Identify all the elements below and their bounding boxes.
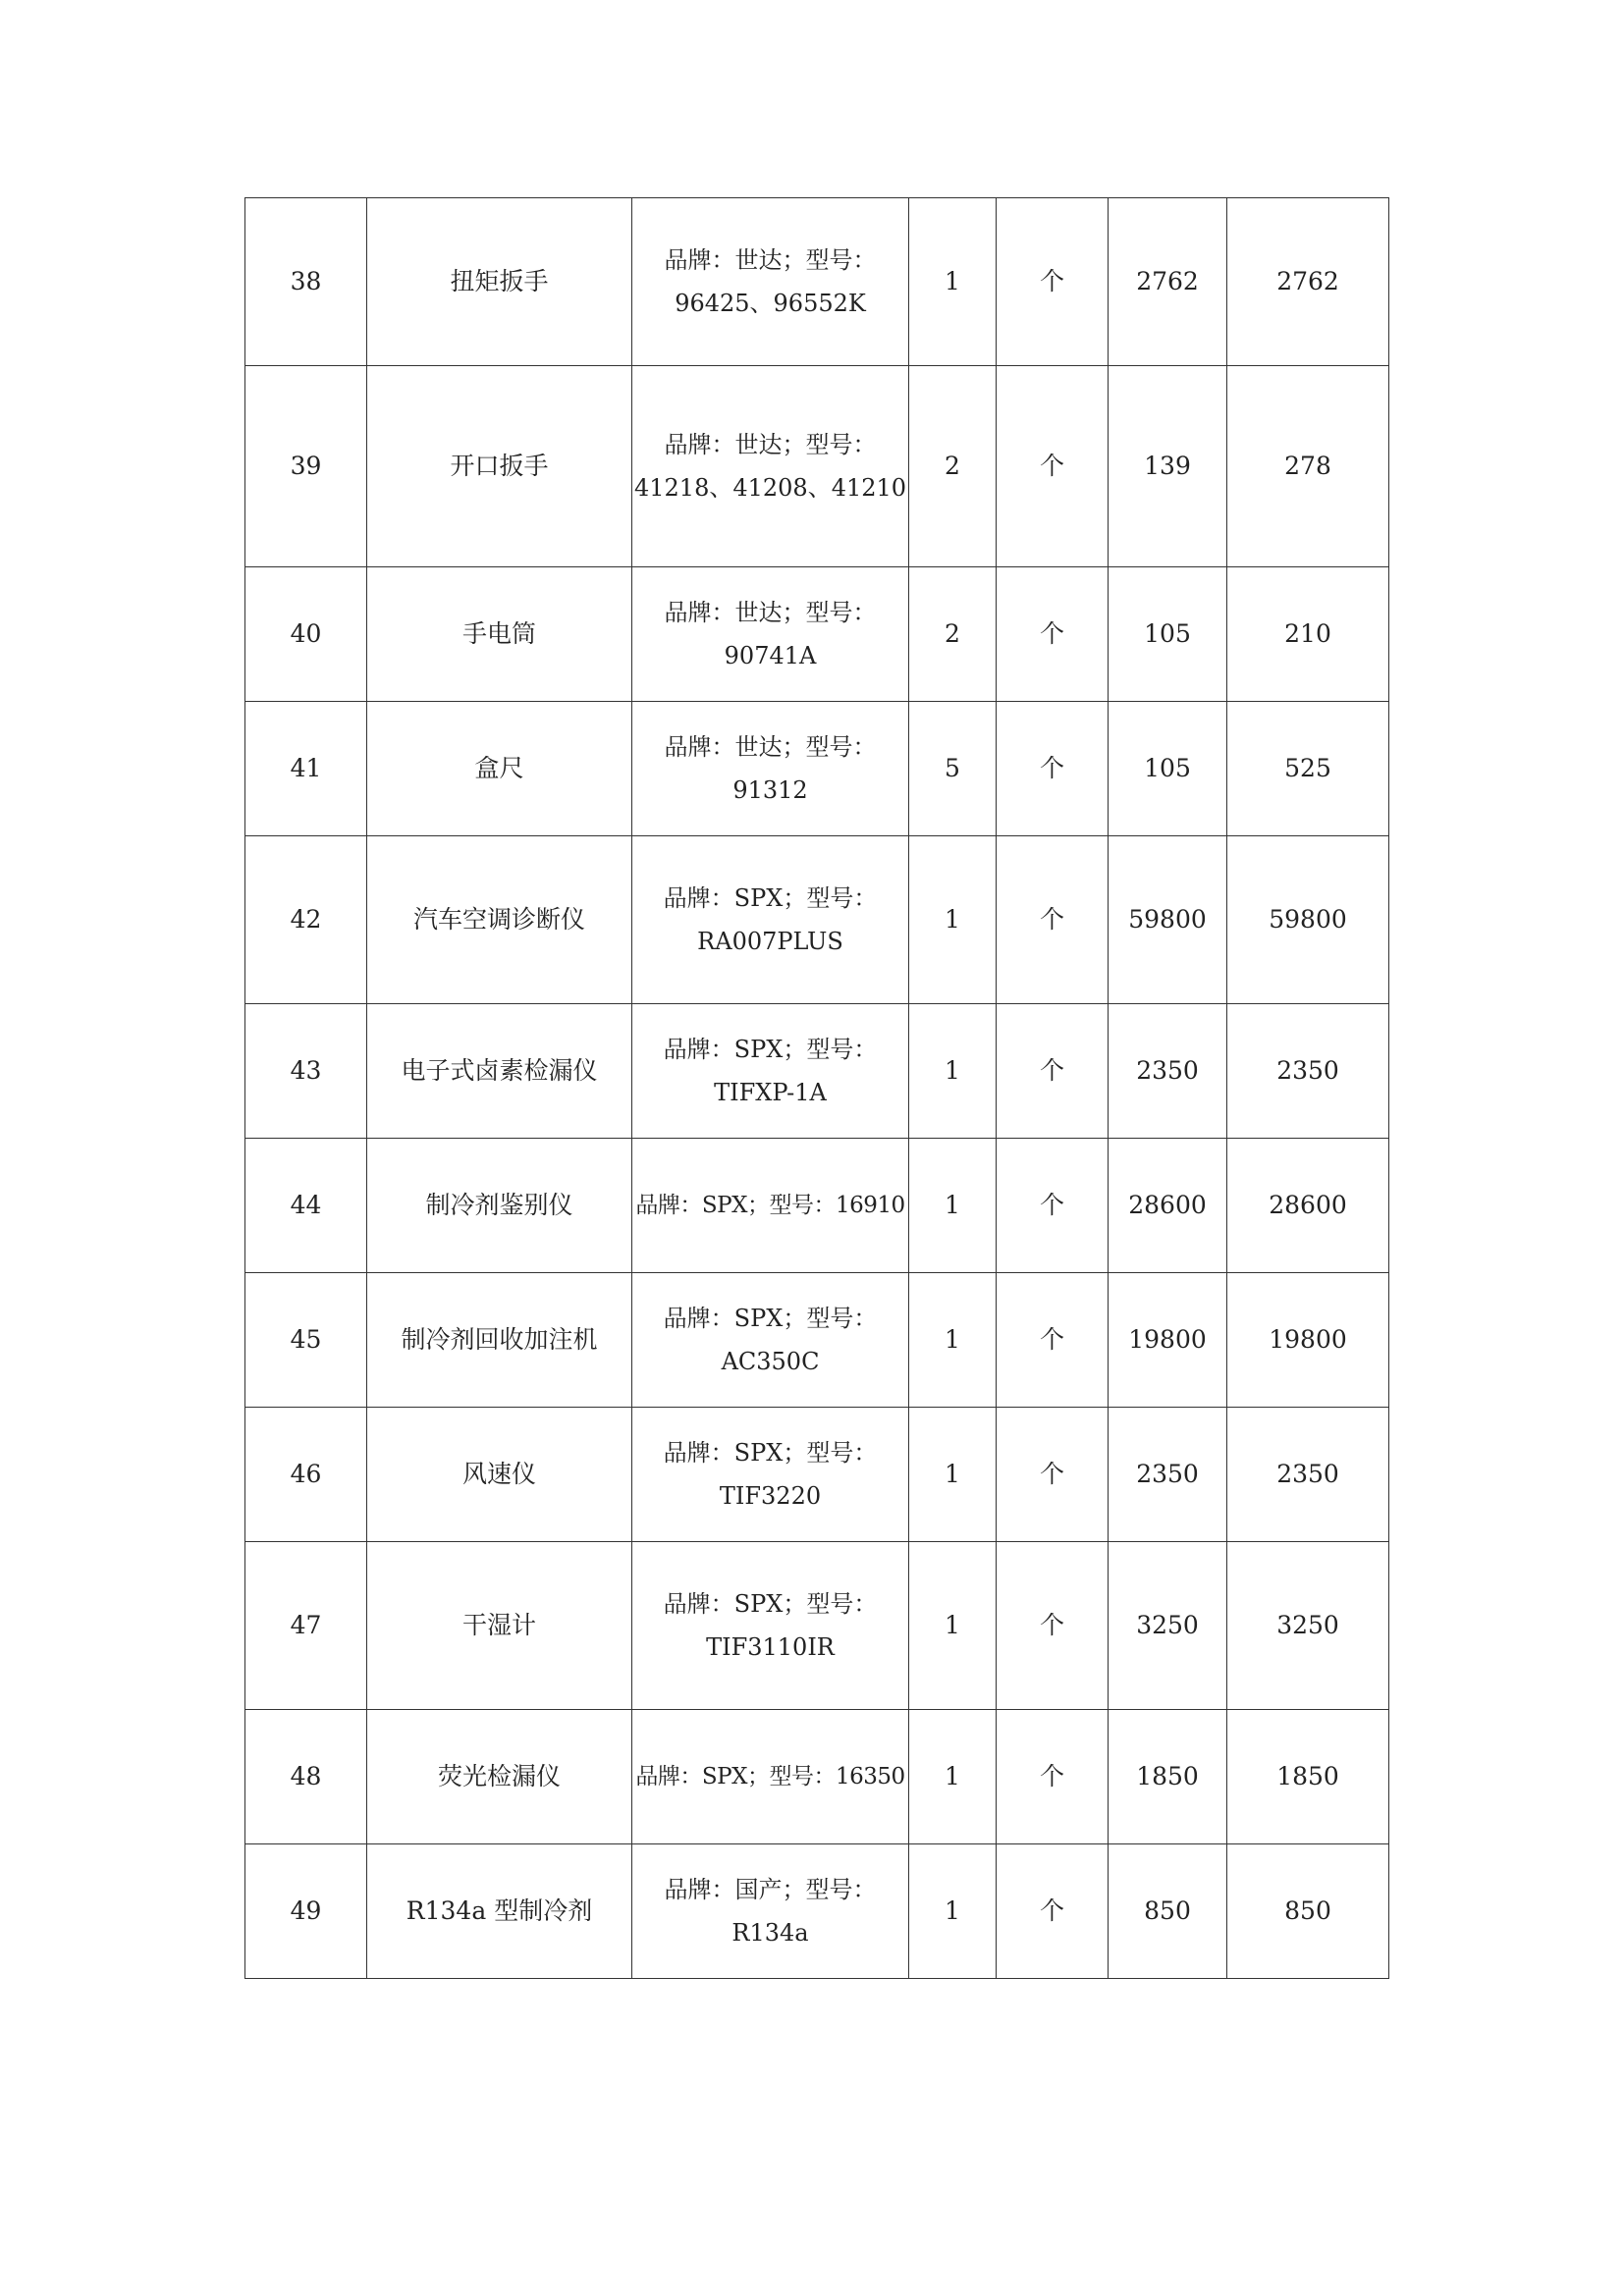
item-unit: 个 bbox=[997, 1710, 1109, 1844]
item-total: 19800 bbox=[1227, 1273, 1389, 1408]
item-spec bbox=[632, 702, 909, 836]
item-total: 2350 bbox=[1227, 1408, 1389, 1542]
item-unit-price: 1850 bbox=[1109, 1710, 1227, 1844]
item-name: 扭矩扳手 bbox=[367, 198, 632, 366]
item-spec bbox=[632, 1844, 909, 1979]
item-number: 40 bbox=[245, 567, 367, 702]
item-number: 46 bbox=[245, 1408, 367, 1542]
item-name: 干湿计 bbox=[367, 1542, 632, 1710]
item-number: 38 bbox=[245, 198, 367, 366]
item-total: 278 bbox=[1227, 366, 1389, 567]
item-name: 电子式卤素检漏仪 bbox=[367, 1004, 632, 1139]
item-quantity: 1 bbox=[909, 836, 997, 1004]
item-number: 48 bbox=[245, 1710, 367, 1844]
item-spec bbox=[632, 1710, 909, 1844]
item-name: 汽车空调诊断仪 bbox=[367, 836, 632, 1004]
item-quantity: 1 bbox=[909, 1542, 997, 1710]
spec-brand-line: 品牌：世达；型号： bbox=[664, 431, 877, 458]
table-row bbox=[245, 1542, 1389, 1710]
spec-model-line: R134a bbox=[731, 1919, 809, 1947]
spec-brand-line: 品牌：国产；型号： bbox=[664, 1876, 877, 1903]
item-unit: 个 bbox=[997, 1004, 1109, 1139]
item-unit: 个 bbox=[997, 836, 1109, 1004]
item-quantity: 2 bbox=[909, 366, 997, 567]
item-quantity: 1 bbox=[909, 1844, 997, 1979]
item-unit-price: 3250 bbox=[1109, 1542, 1227, 1710]
item-name: 制冷剂鉴别仪 bbox=[367, 1139, 632, 1273]
spec-model-line: TIFXP-1A bbox=[714, 1079, 827, 1106]
spec-model-line: 96425、96552K bbox=[675, 290, 866, 317]
item-quantity: 1 bbox=[909, 1004, 997, 1139]
item-unit: 个 bbox=[997, 1273, 1109, 1408]
item-number: 42 bbox=[245, 836, 367, 1004]
spec-model-line: AC350C bbox=[721, 1348, 820, 1375]
spec-brand-line: 品牌：SPX；型号： bbox=[663, 884, 878, 912]
equipment-table bbox=[244, 197, 1389, 1979]
item-number: 44 bbox=[245, 1139, 367, 1273]
item-unit: 个 bbox=[997, 198, 1109, 366]
item-unit: 个 bbox=[997, 702, 1109, 836]
item-spec bbox=[632, 198, 909, 366]
item-number: 41 bbox=[245, 702, 367, 836]
spec-model-line: TIF3220 bbox=[719, 1482, 822, 1510]
item-total: 28600 bbox=[1227, 1139, 1389, 1273]
item-name: 荧光检漏仪 bbox=[367, 1710, 632, 1844]
spec-model-line: 90741A bbox=[724, 642, 817, 669]
item-spec bbox=[632, 836, 909, 1004]
table-row bbox=[245, 1844, 1389, 1979]
item-number: 39 bbox=[245, 366, 367, 567]
item-total: 2350 bbox=[1227, 1004, 1389, 1139]
item-unit: 个 bbox=[997, 1542, 1109, 1710]
item-number: 43 bbox=[245, 1004, 367, 1139]
item-unit-price: 105 bbox=[1109, 702, 1227, 836]
spec-line: 品牌：SPX；型号：16350 bbox=[635, 1764, 905, 1789]
item-spec bbox=[632, 567, 909, 702]
item-unit-price: 850 bbox=[1109, 1844, 1227, 1979]
item-name: 制冷剂回收加注机 bbox=[367, 1273, 632, 1408]
item-number: 49 bbox=[245, 1844, 367, 1979]
item-number: 47 bbox=[245, 1542, 367, 1710]
spec-brand-line: 品牌：SPX；型号： bbox=[663, 1036, 878, 1063]
item-spec bbox=[632, 1273, 909, 1408]
table-row bbox=[245, 567, 1389, 702]
spec-model-line: 91312 bbox=[732, 776, 808, 804]
table-row bbox=[245, 1004, 1389, 1139]
item-name: 手电筒 bbox=[367, 567, 632, 702]
table-row bbox=[245, 198, 1389, 366]
item-total: 525 bbox=[1227, 702, 1389, 836]
item-unit: 个 bbox=[997, 1408, 1109, 1542]
item-unit-price: 139 bbox=[1109, 366, 1227, 567]
item-unit-price: 2350 bbox=[1109, 1408, 1227, 1542]
item-name: 风速仪 bbox=[367, 1408, 632, 1542]
spec-line: 品牌：SPX；型号：16910 bbox=[635, 1193, 905, 1218]
item-number: 45 bbox=[245, 1273, 367, 1408]
item-total: 210 bbox=[1227, 567, 1389, 702]
item-unit-price: 105 bbox=[1109, 567, 1227, 702]
table-row bbox=[245, 1139, 1389, 1273]
item-name: R134a 型制冷剂 bbox=[367, 1844, 632, 1979]
equipment-table-body bbox=[245, 198, 1389, 1979]
spec-brand-line: 品牌：世达；型号： bbox=[664, 733, 877, 761]
spec-brand-line: 品牌：世达；型号： bbox=[664, 599, 877, 626]
spec-brand-line: 品牌：SPX；型号： bbox=[663, 1439, 878, 1467]
item-unit-price: 59800 bbox=[1109, 836, 1227, 1004]
table-row bbox=[245, 1408, 1389, 1542]
item-total: 3250 bbox=[1227, 1542, 1389, 1710]
item-name: 开口扳手 bbox=[367, 366, 632, 567]
item-name: 盒尺 bbox=[367, 702, 632, 836]
spec-brand-line: 品牌：世达；型号： bbox=[664, 246, 877, 274]
item-total: 1850 bbox=[1227, 1710, 1389, 1844]
spec-brand-line: 品牌：SPX；型号： bbox=[663, 1305, 878, 1332]
table-row bbox=[245, 1273, 1389, 1408]
item-quantity: 5 bbox=[909, 702, 997, 836]
item-unit: 个 bbox=[997, 1844, 1109, 1979]
item-quantity: 1 bbox=[909, 1710, 997, 1844]
spec-model-line: RA007PLUS bbox=[697, 928, 843, 955]
item-spec bbox=[632, 1004, 909, 1139]
item-quantity: 1 bbox=[909, 1139, 997, 1273]
item-total: 850 bbox=[1227, 1844, 1389, 1979]
item-quantity: 1 bbox=[909, 1408, 997, 1542]
spec-model-line: TIF3110IR bbox=[706, 1633, 835, 1661]
table-row bbox=[245, 1710, 1389, 1844]
item-unit-price: 2762 bbox=[1109, 198, 1227, 366]
table-row bbox=[245, 836, 1389, 1004]
item-spec bbox=[632, 1139, 909, 1273]
item-unit-price: 19800 bbox=[1109, 1273, 1227, 1408]
item-quantity: 2 bbox=[909, 567, 997, 702]
table-row bbox=[245, 366, 1389, 567]
item-spec bbox=[632, 1542, 909, 1710]
item-quantity: 1 bbox=[909, 1273, 997, 1408]
item-unit-price: 2350 bbox=[1109, 1004, 1227, 1139]
item-unit: 个 bbox=[997, 366, 1109, 567]
item-unit-price: 28600 bbox=[1109, 1139, 1227, 1273]
item-spec bbox=[632, 1408, 909, 1542]
item-unit: 个 bbox=[997, 1139, 1109, 1273]
item-quantity: 1 bbox=[909, 198, 997, 366]
spec-brand-line: 品牌：SPX；型号： bbox=[663, 1590, 878, 1618]
item-unit: 个 bbox=[997, 567, 1109, 702]
item-total: 2762 bbox=[1227, 198, 1389, 366]
item-total: 59800 bbox=[1227, 836, 1389, 1004]
item-spec bbox=[632, 366, 909, 567]
table-row bbox=[245, 702, 1389, 836]
spec-model-line: 41218、41208、41210 bbox=[634, 474, 907, 502]
